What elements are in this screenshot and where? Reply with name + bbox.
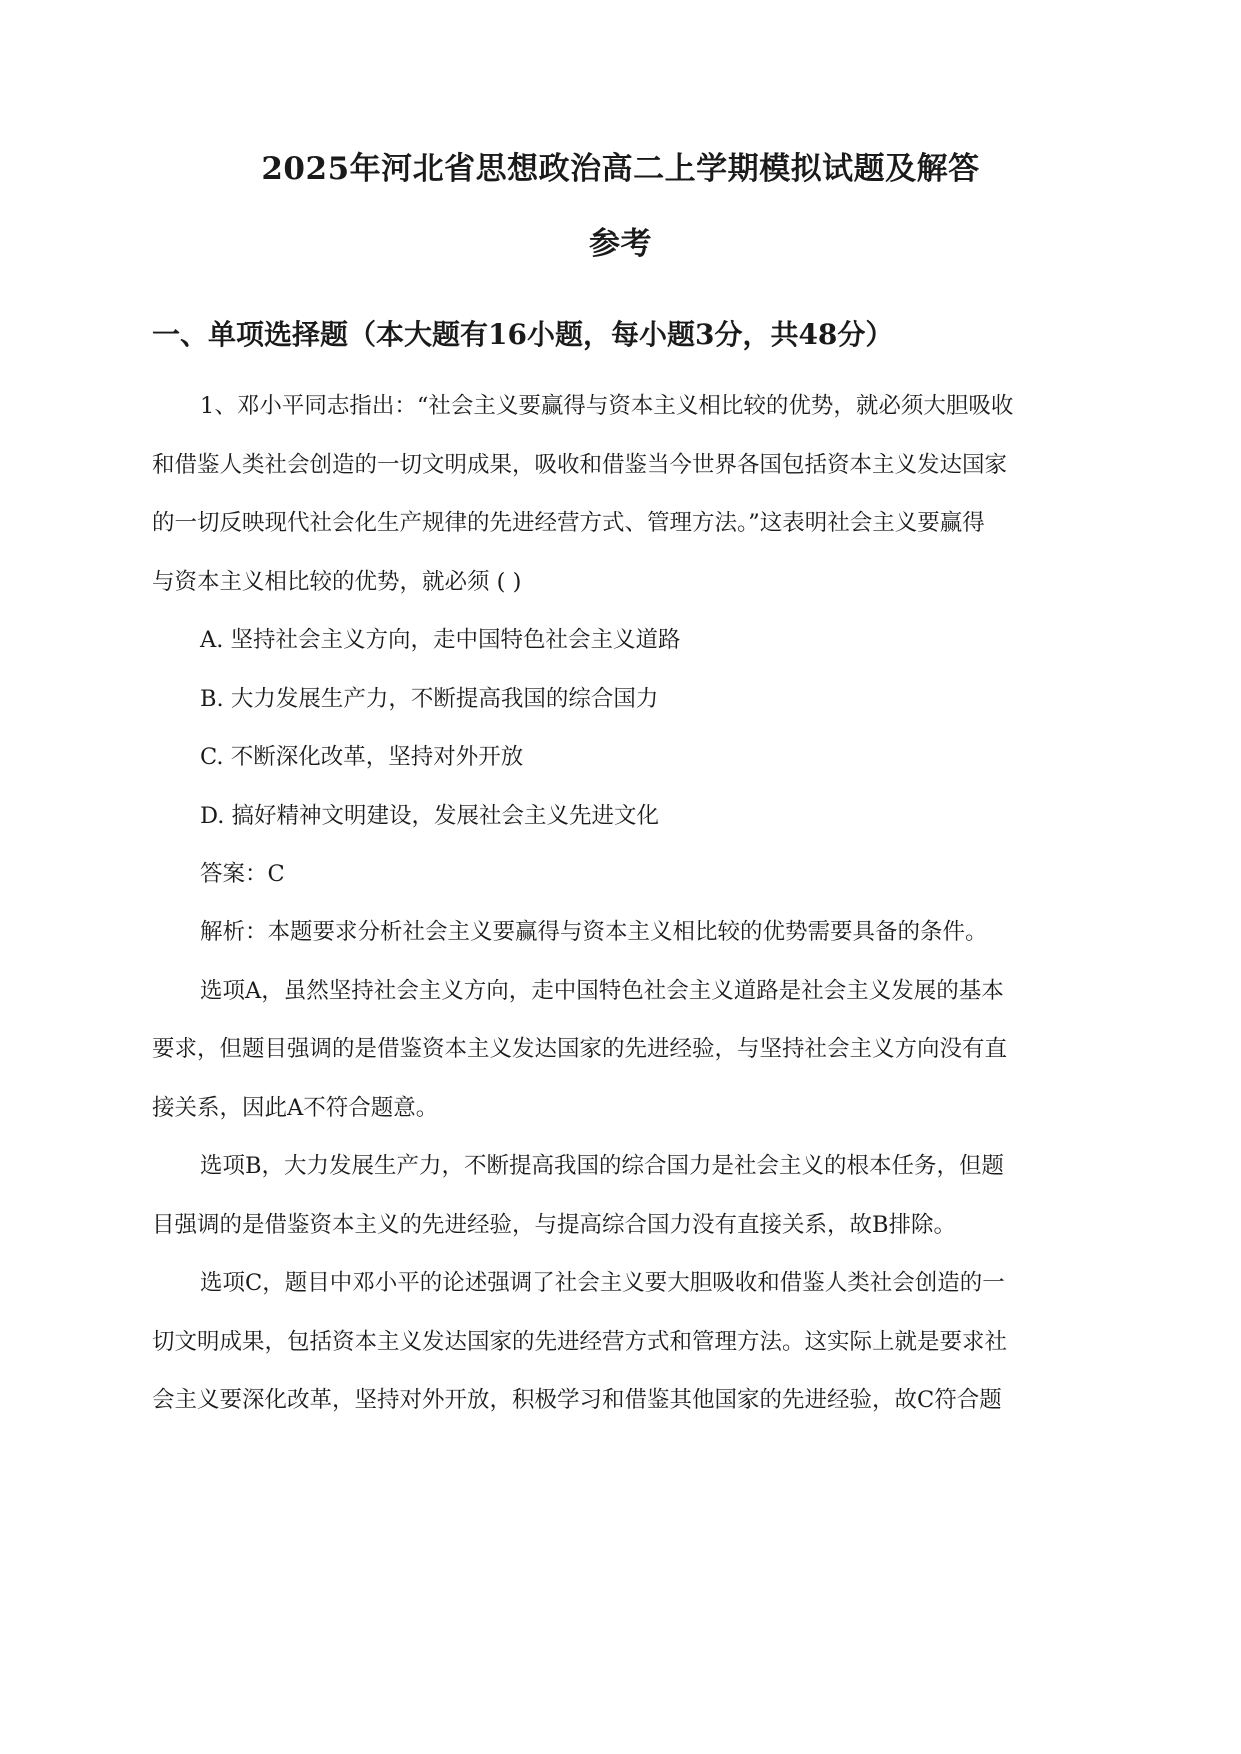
option-a: A. 坚持社会主义方向，走中国特色社会主义道路	[200, 627, 681, 653]
question-stem-line: 1、邓小平同志指出：“社会主义要赢得与资本主义相比较的优势，就必须大胆吸收	[200, 393, 1014, 419]
analysis-line: 解析：本题要求分析社会主义要赢得与资本主义相比较的优势需要具备的条件。	[200, 919, 988, 945]
document-title: 2025年河北省思想政治高二上学期模拟试题及解答	[261, 151, 980, 187]
explanation-b-line: 目强调的是借鉴资本主义的先进经验，与提高综合国力没有直接关系，故B排除。	[152, 1212, 957, 1238]
question-stem-line: 与资本主义相比较的优势，就必须 ( )	[152, 569, 522, 595]
option-b: B. 大力发展生产力，不断提高我国的综合国力	[200, 686, 659, 712]
explanation-a-line: 接关系，因此A不符合题意。	[152, 1095, 439, 1121]
document-title-continued: 参考	[589, 226, 652, 262]
explanation-c-line: 会主义要深化改革，坚持对外开放，积极学习和借鉴其他国家的先进经验，故C符合题	[152, 1387, 1002, 1413]
question-stem-line: 和借鉴人类社会创造的一切文明成果，吸收和借鉴当今世界各国包括资本主义发达国家	[152, 452, 1008, 478]
explanation-a-line: 选项A，虽然坚持社会主义方向，走中国特色社会主义道路是社会主义发展的基本	[200, 978, 1004, 1004]
question-stem-line: 的一切反映现代社会化生产规律的先进经营方式、管理方法。”这表明社会主义要赢得	[152, 510, 985, 536]
explanation-b-line: 选项B，大力发展生产力，不断提高我国的综合国力是社会主义的根本任务，但题	[200, 1153, 1005, 1179]
explanation-a-line: 要求，但题目强调的是借鉴资本主义发达国家的先进经验，与坚持社会主义方向没有直	[152, 1036, 1008, 1062]
section-heading: 一、单项选择题（本大题有16小题，每小题3分，共48分）	[152, 318, 894, 351]
explanation-c-line: 切文明成果，包括资本主义发达国家的先进经营方式和管理方法。这实际上就是要求社	[152, 1329, 1008, 1355]
explanation-c-line: 选项C，题目中邓小平的论述强调了社会主义要大胆吸收和借鉴人类社会创造的一	[200, 1270, 1005, 1296]
answer-line: 答案：C	[200, 861, 285, 887]
option-c: C. 不断深化改革，坚持对外开放	[200, 744, 524, 770]
option-d: D. 搞好精神文明建设，发展社会主义先进文化	[200, 803, 660, 829]
